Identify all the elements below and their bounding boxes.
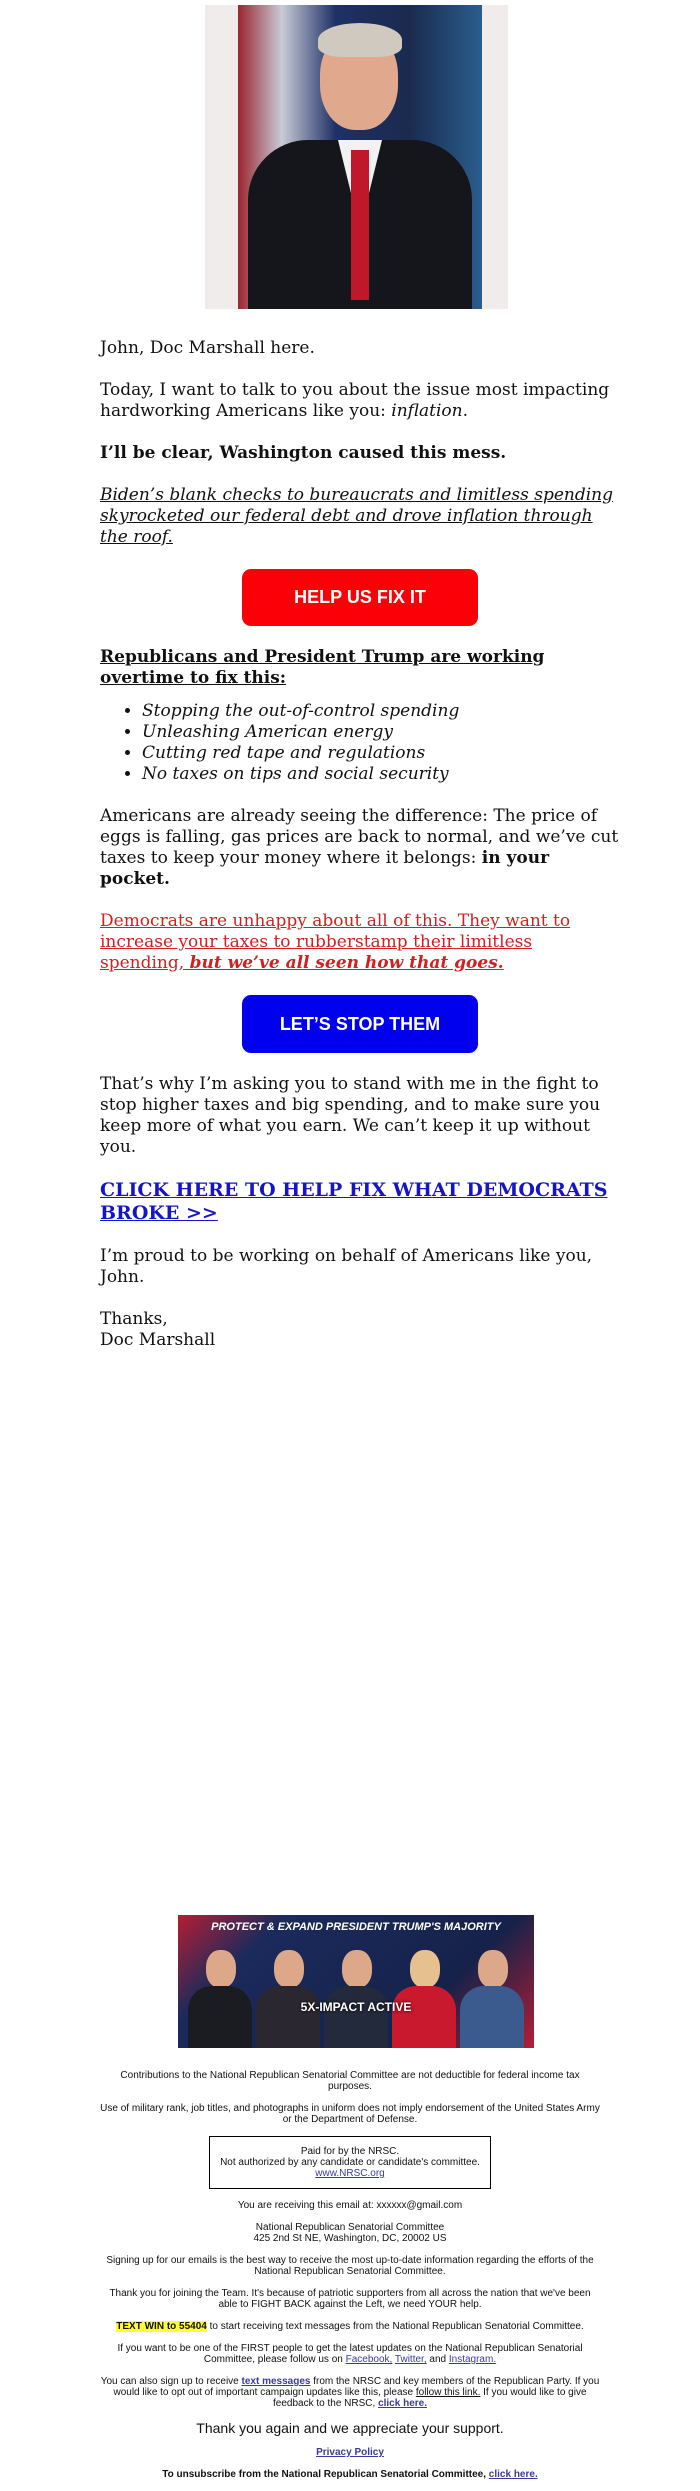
banner-title: PROTECT & EXPAND PRESIDENT TRUMP'S MAJORITY [211,1921,501,1933]
footer [100,2070,600,2491]
democrats-paragraph: Democrats are unhappy about all of this. They want to increase your taxes to rubberstamp their limitless spending, but we’ve all seen how that goes. [100,911,571,973]
opt-out-link[interactable]: follow this link. [415,2387,481,2398]
lets-stop-them-button[interactable]: LET’S STOP THEM [242,995,478,1053]
bold-statement: I’ll be clear, Washington caused this mess. [100,443,507,463]
org-address: National Republican Senatorial Committee 425 2nd St NE, Washington, DC, 20002 US [253,2222,447,2244]
person-image [460,1938,524,2048]
receiving-email: You are receiving this email at: xxxxxx@gmail.com [237,2200,463,2211]
privacy-policy-link[interactable]: Privacy Policy [316,2447,384,2458]
list-item: • Unleashing American energy [142,722,620,743]
person-image [188,1938,252,2048]
portrait-image [238,5,482,309]
feedback-link[interactable]: click here. [378,2398,427,2409]
banner-tag: 5X-IMPACT ACTIVE [300,2000,412,2014]
military-disclaimer: Use of military rank, job titles, and photographs in uniform does not imply endorsement of the United States Army or the Department of Defense. [100,2103,600,2125]
instagram-link[interactable]: Instagram. [448,2354,497,2365]
list-item: • No taxes on tips and social security [142,764,620,785]
difference-paragraph: Americans are already seeing the difference: The price of eggs is falling, gas prices are back to normal, and we’ve cut taxes to keep your money where it belongs: in your pocket. [100,806,619,889]
facebook-link[interactable]: Facebook, [345,2354,393,2365]
signature: Doc Marshall [100,1330,216,1350]
tax-disclaimer: Contributions to the National Republican Senatorial Committee are not deductible for federal income tax purposes. [120,2070,580,2092]
list-item: • Stopping the out-of-control spending [142,701,620,722]
paid-for-box: Paid for by the NRSC. Not authorized by any candidate or candidate's committee. www.NRSC.org [209,2136,491,2189]
help-fix-link[interactable]: CLICK HERE TO HELP FIX WHAT DEMOCRATS BROKE >> [100,1179,608,1224]
bullet-list [100,701,620,785]
unsubscribe-text: To unsubscribe from the National Republican Senatorial Committee, click here. [162,2469,538,2480]
unsubscribe-link[interactable]: click here. [488,2469,538,2480]
text-win-highlight: TEXT WIN to 55404 [116,2321,207,2332]
person-image [324,1938,388,2048]
proud-paragraph: I’m proud to be working on behalf of Americans like you, John. [100,1246,593,1287]
majority-banner[interactable] [178,1915,534,2048]
ask-paragraph: That’s why I’m asking you to stand with me in the fight to stop higher taxes and big spending, and to make sure you keep more of what you earn. We can’t keep it up without you. [100,1074,601,1157]
thanks-again: Thank you again and we appreciate your support. [196,2420,504,2436]
text-messages-link[interactable]: text messages [241,2376,311,2387]
signup-text: Signing up for our emails is the best way to receive the most up-to-date information regarding the efforts of the National Republican Senatorial Committee. [106,2255,594,2277]
signoff: Thanks, [100,1309,168,1329]
person-image [392,1938,456,2048]
person-image [256,1938,320,2048]
section-heading: Republicans and President Trump are working overtime to fix this: [100,647,545,688]
follow-us-text: If you want to be one of the FIRST people to get the latest updates on the National Republican Senatorial Committee, please follow us on Facebook, Twitter, and Instagram. [117,2343,583,2365]
italic-statement: Biden’s blank checks to bureaucrats and limitless spending skyrocketed our federal debt and drove inflation through the roof. [100,485,614,547]
twitter-link[interactable]: Twitter, [394,2354,427,2365]
nrsc-website-link[interactable]: www.NRSC.org [315,2168,385,2179]
letter-body [100,338,620,1372]
help-us-fix-it-button[interactable]: HELP US FIX IT [242,569,478,626]
text-win-line: TEXT WIN to 55404 to start receiving text messages from the National Republican Senatorial Committee. [116,2321,584,2332]
intro-paragraph: Today, I want to talk to you about the issue most impacting hardworking Americans like you: inflation. [100,380,610,421]
candidate-photo [205,5,508,309]
thank-team-text: Thank you for joining the Team. It's because of patriotic supporters from all across the nation that we've been able to FIGHT BACK against the Left, we need YOUR help. [109,2288,591,2310]
list-item: • Cutting red tape and regulations [142,743,620,764]
greeting: John, Doc Marshall here. [100,338,315,358]
opt-out-text: You can also sign up to receive text messages from the NRSC and key members of the Republican Party. If you would like to opt out of important campaign updates like this, please follow this link. If you would like to give feedback to the NRSC, click here. [100,2376,600,2409]
